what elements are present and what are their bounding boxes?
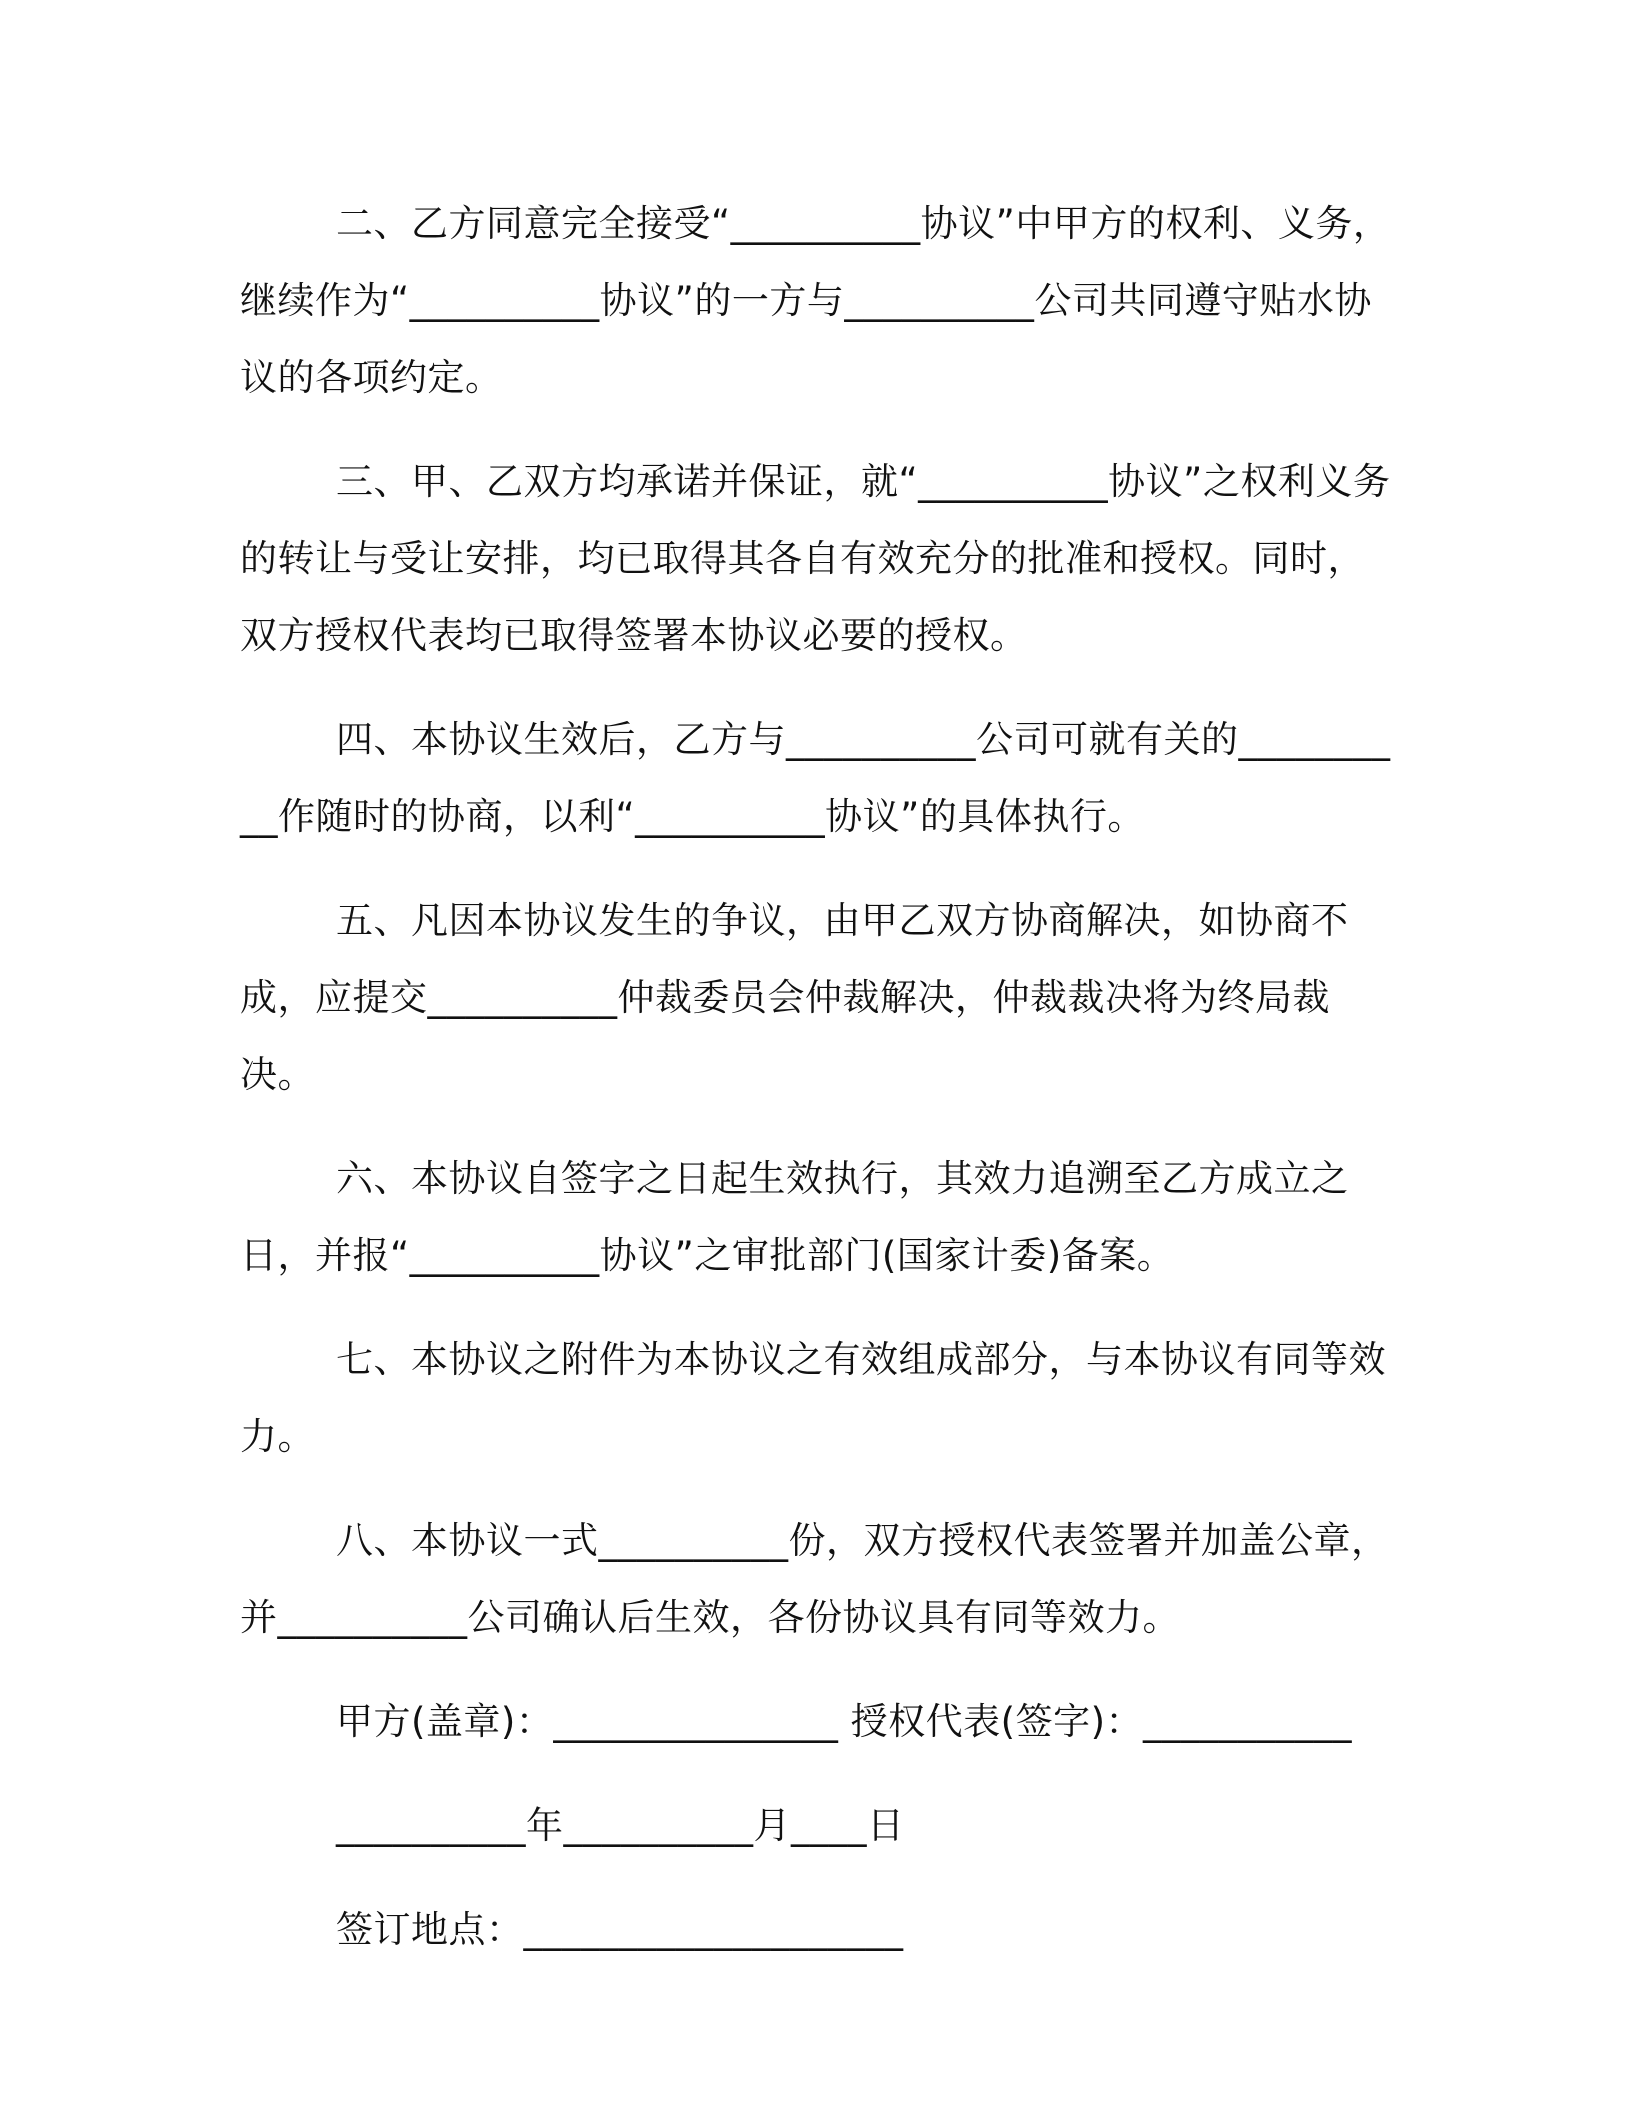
party-signature-line: 甲方(盖章)：_______________ 授权代表(签字)：___________ <box>336 1700 1353 1743</box>
clause-five: 五、凡因本协议发生的争议，由甲乙双方协商解决，如协商不成，应提交__________仲裁委员会仲裁解决，仲裁裁决将为终局裁决。 <box>240 899 1349 1096</box>
signing-place-line: 签订地点：____________________ <box>336 1908 904 1951</box>
document-body <box>240 185 1400 1995</box>
clause-six: 六、本协议自签字之日起生效执行，其效力追溯至乙方成立之日，并报“__________协议”之审批部门(国家计委)备案。 <box>240 1157 1349 1277</box>
clause-four: 四、本协议生效后，乙方与__________公司可就有关的__________作随时的协商，以利“__________协议”的具体执行。 <box>240 718 1391 838</box>
signing-date-line: __________年__________月____日 <box>336 1804 905 1847</box>
clause-three: 三、甲、乙双方均承诺并保证，就“__________协议”之权利义务的转让与受让安排，均已取得其各自有效充分的批准和授权。同时，双方授权代表均已取得签署本协议必要的授权。 <box>240 460 1391 657</box>
clause-seven: 七、本协议之附件为本协议之有效组成部分，与本协议有同等效力。 <box>240 1338 1386 1458</box>
clause-two: 二、乙方同意完全接受“__________协议”中甲方的权利、义务，继续作为“__________协议”的一方与__________公司共同遵守贴水协议的各项约定。 <box>240 202 1391 399</box>
clause-eight: 八、本协议一式__________份，双方授权代表签署并加盖公章，并__________公司确认后生效，各份协议具有同等效力。 <box>240 1519 1389 1639</box>
